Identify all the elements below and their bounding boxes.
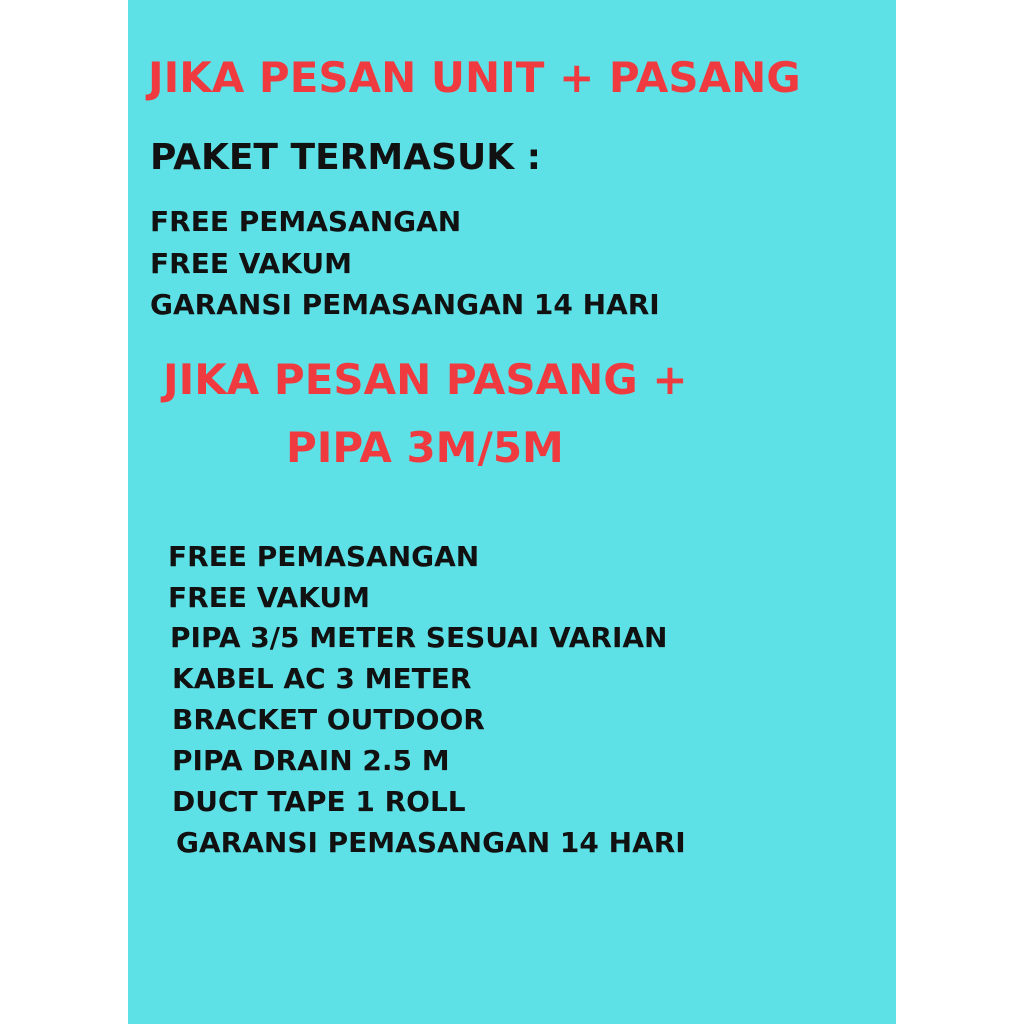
- package2-item-garansi: GARANSI PEMASANGAN 14 HARI: [176, 826, 686, 859]
- package2-item-duct-tape: DUCT TAPE 1 ROLL: [172, 785, 466, 818]
- paket-termasuk-label: PAKET TERMASUK :: [150, 137, 542, 178]
- package2-item-bracket-outdoor: BRACKET OUTDOOR: [172, 703, 485, 736]
- heading-pasang-pipa-line1: JIKA PESAN PASANG +: [163, 355, 688, 404]
- package2-item-pipa-3-5-meter: PIPA 3/5 METER SESUAI VARIAN: [170, 621, 668, 654]
- package1-item-free-pemasangan: FREE PEMASANGAN: [150, 205, 462, 238]
- package2-item-kabel-ac: KABEL AC 3 METER: [172, 662, 472, 695]
- package1-item-free-vakum: FREE VAKUM: [150, 247, 352, 280]
- package1-item-garansi: GARANSI PEMASANGAN 14 HARI: [150, 288, 660, 321]
- package2-item-free-vakum: FREE VAKUM: [168, 581, 370, 614]
- heading-unit-pasang: JIKA PESAN UNIT + PASANG: [148, 53, 801, 102]
- package2-item-pipa-drain: PIPA DRAIN 2.5 M: [172, 744, 450, 777]
- package2-item-free-pemasangan: FREE PEMASANGAN: [168, 540, 480, 573]
- heading-pasang-pipa-line2: PIPA 3M/5M: [286, 423, 564, 472]
